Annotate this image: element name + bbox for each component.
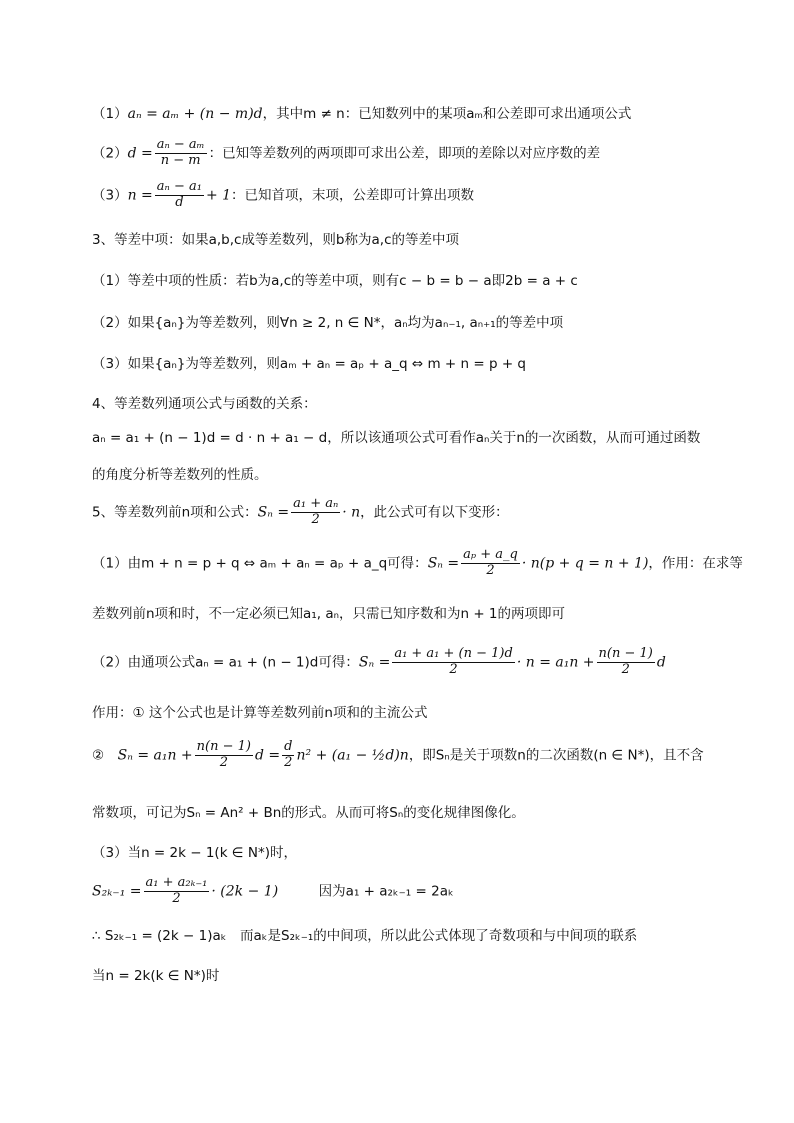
line-text: 5、等差数列前n项和公式： — [92, 504, 258, 521]
line-text: ∴ S₂ₖ₋₁ = (2k − 1)aₖ 而aₖ是S₂ₖ₋₁的中间项，所以此公式体现了奇数项和与中间项的联系 — [92, 928, 638, 944]
text-line-6 — [92, 315, 563, 331]
line-text: ：已知首项，末项，公差即可计算出项数 — [231, 187, 475, 204]
fraction — [195, 740, 253, 771]
fraction-denominator: n − m — [160, 152, 201, 168]
fraction-denominator: 2 — [284, 754, 293, 770]
text-line-20 — [92, 928, 637, 944]
line-text: （1）等差中项的性质：若b为a,c的等差中项，则有c − b = b − a即2b = a + c — [92, 273, 578, 289]
formula-rhs: + 1 — [205, 187, 232, 204]
fraction — [282, 740, 294, 771]
fraction-numerator: a₁ + a₂ₖ₋₁ — [145, 875, 208, 890]
formula-lhs: Sₙ = — [427, 555, 460, 572]
item-number: （3） — [92, 187, 128, 204]
line-text: ，即Sₙ是关于项数n的二次函数(n ∈ N*)，且不含 — [408, 747, 704, 764]
line-text: ，此公式可有以下变形： — [360, 504, 509, 521]
formula-rhs: d = — [255, 747, 281, 764]
line-text: （3）如果{aₙ}为等差数列，则aₘ + aₙ = aₚ + a_q ⇔ m + n = p + q — [92, 356, 527, 372]
line-text: 差数列前n项和时，不一定必须已知a₁, aₙ，只需已知序数和为n + 1的两项即可 — [92, 606, 566, 622]
formula-rhs: n² + (a₁ − ½d)n — [296, 747, 409, 764]
formula-lhs: d = — [127, 145, 153, 162]
line-text: ，其中m ≠ n：已知数列中的某项aₘ和公差即可求出通项公式 — [262, 106, 632, 122]
item-number: （1） — [92, 106, 128, 122]
fraction-denominator: 2 — [219, 754, 228, 770]
formula-rhs: · n(p + q = n + 1) — [521, 555, 649, 572]
formula-lhs: n = — [127, 187, 153, 204]
line-text: （2）由通项公式aₙ = a₁ + (n − 1)d可得： — [92, 654, 359, 671]
fraction — [155, 180, 204, 211]
fraction — [461, 548, 520, 579]
formula-line-19 — [92, 876, 454, 907]
text-line-9 — [92, 430, 700, 446]
line-text: ：已知等差数列的两项即可求出公差，即项的差除以对应序数的差 — [208, 145, 601, 162]
fraction-numerator: n(n − 1) — [598, 646, 653, 661]
fraction-denominator: 2 — [449, 661, 458, 677]
fraction-numerator: n(n − 1) — [196, 739, 251, 754]
fraction-numerator: d — [284, 739, 293, 754]
text-line-13 — [92, 606, 565, 622]
line-text: 的角度分析等差数列的性质。 — [92, 467, 268, 483]
fraction-numerator: aₚ + a_q — [463, 547, 518, 562]
formula-line-12 — [92, 548, 743, 579]
formula-lhs: Sₙ = a₁n + — [117, 747, 193, 764]
text-line-15 — [92, 705, 427, 721]
fraction-denominator: 2 — [172, 890, 181, 906]
formula-line-2 — [92, 138, 600, 169]
text-line-7 — [92, 356, 526, 372]
formula-rhs: · n — [342, 504, 361, 521]
fraction — [597, 647, 655, 678]
line-text: 4、等差数列通项公式与函数的关系： — [92, 396, 317, 412]
line-text: 当n = 2k(k ∈ N*)时 — [92, 968, 220, 984]
text-line-18 — [92, 845, 297, 861]
fraction — [392, 647, 515, 678]
fraction-denominator: 2 — [486, 562, 495, 578]
fraction-numerator: a₁ + a₁ + (n − 1)d — [394, 646, 513, 661]
formula-line-3 — [92, 180, 474, 211]
section-heading-5 — [92, 497, 509, 528]
line-text: 常数项，可记为Sₙ = An² + Bn的形式。从而可将Sₙ的变化规律图像化。 — [92, 805, 525, 821]
formula-rhs: d — [656, 654, 666, 671]
text-line-5 — [92, 273, 578, 289]
fraction-denominator: d — [175, 194, 184, 210]
formula-rhs: · n = a₁n + — [516, 654, 595, 671]
formula-rhs: · (2k − 1) — [211, 883, 279, 900]
line-text: （1）由m + n = p + q ⇔ aₘ + aₙ = aₚ + a_q可得： — [92, 555, 428, 572]
line-text: ，作用：在求等 — [648, 555, 743, 572]
formula-line-14 — [92, 647, 666, 678]
section-heading-4 — [92, 396, 317, 412]
line-text: （3）当n = 2k − 1(k ∈ N*)时， — [92, 845, 297, 861]
line-text: 因为a₁ + a₂ₖ₋₁ = 2aₖ — [318, 883, 454, 900]
line-text: 3、等差中项：如果a,b,c成等差数列，则b称为a,c的等差中项 — [92, 232, 459, 248]
fraction-denominator: 2 — [311, 511, 320, 527]
fraction — [144, 876, 210, 907]
formula-lhs: S₂ₖ₋₁ = — [92, 883, 142, 900]
fraction-numerator: aₙ − a₁ — [156, 179, 202, 194]
text-line-21 — [92, 968, 219, 984]
line-text: （2）如果{aₙ}为等差数列，则∀n ≥ 2, n ∈ N*，aₙ均为aₙ₋₁, aₙ₊₁的等差中项 — [92, 315, 564, 331]
text-line-17 — [92, 805, 525, 821]
section-heading-3 — [92, 232, 459, 248]
text-line-10 — [92, 467, 268, 483]
formula-line-16 — [92, 740, 704, 771]
fraction-numerator: aₙ − aₘ — [156, 137, 205, 152]
formula-line-1 — [92, 106, 631, 123]
fraction-numerator: a₁ + aₙ — [293, 496, 339, 511]
line-text: aₙ = a₁ + (n − 1)d = d · n + a₁ − d，所以该通项公式可看作aₙ关于n的一次函数，从而可通过函数 — [92, 430, 701, 446]
line-text: 作用：① 这个公式也是计算等差数列前n项和的主流公式 — [92, 705, 428, 721]
fraction — [291, 497, 340, 528]
fraction-denominator: 2 — [621, 661, 630, 677]
formula-lhs: Sₙ = — [257, 504, 290, 521]
circled-number: ② — [92, 747, 105, 764]
fraction — [155, 138, 207, 169]
formula-lhs: Sₙ = — [358, 654, 391, 671]
formula: aₙ = aₘ + (n − m)d — [127, 106, 263, 122]
item-number: （2） — [92, 145, 128, 162]
